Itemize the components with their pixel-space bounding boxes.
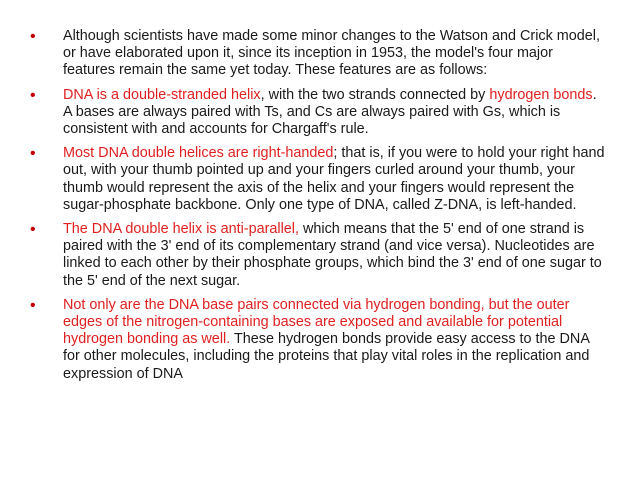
- bullet-highlight: Most DNA double helices are right-handed: [63, 145, 334, 162]
- bullet-item: [30, 28, 608, 80]
- bullet-text-tail: . A bases are always paired with Ts, and Cs are always paired with Gs, which is consistent with and accounts for Chargaff's rule.: [63, 86, 597, 138]
- bullet-item: [30, 87, 608, 139]
- bullet-item: [30, 297, 608, 383]
- bullet-dot-icon: •: [30, 86, 36, 104]
- bullet-dot-icon: •: [30, 145, 36, 163]
- bullet-highlight: DNA is a double-stranded helix: [63, 86, 261, 103]
- bullet-text: which means that the 5' end of one strand is paired with the 3' end of its complementary strand (and vice versa). Nucleotides are linked to each other by their phosphate groups, which bind the 3' end of one sugar to the 5' end of the next sugar.: [63, 221, 602, 289]
- bullet-highlight: Not only are the DNA base pairs connected via hydrogen bonding, but the outer edges of the nitrogen-containing bases are exposed and available for potential hydrogen bonding as well.: [63, 296, 570, 348]
- bullet-highlight-secondary: hydrogen bonds: [489, 86, 593, 103]
- bullet-text: , with the two strands connected by: [260, 86, 490, 103]
- bullet-dot-icon: •: [30, 296, 36, 314]
- bullet-dot-icon: •: [30, 221, 36, 239]
- bullet-dot-icon: •: [30, 28, 36, 45]
- bullet-text: These hydrogen bonds provide easy access to the DNA for other molecules, including the proteins that play vital roles in the replication and expression of DNA: [63, 331, 590, 382]
- bullet-highlight: The DNA double helix is anti-parallel,: [63, 221, 299, 238]
- bullet-item: [30, 221, 608, 290]
- bullet-text: Although scientists have made some minor changes to the Watson and Crick model, or have elaborated upon it, since its inception in 1953, the model's four major features remain the same yet today. These features are as follows:: [63, 28, 600, 79]
- bullet-list: [30, 28, 608, 390]
- bullet-item: [30, 145, 608, 214]
- bullet-text: ; that is, if you were to hold your right hand out, with your thumb pointed up and your fingers curled around your thumb, your thumb would represent the axis of the helix and your fingers would represent the sugar-phosphate backbone. Only one type of DNA, called Z-DNA, is left-handed.: [63, 145, 605, 213]
